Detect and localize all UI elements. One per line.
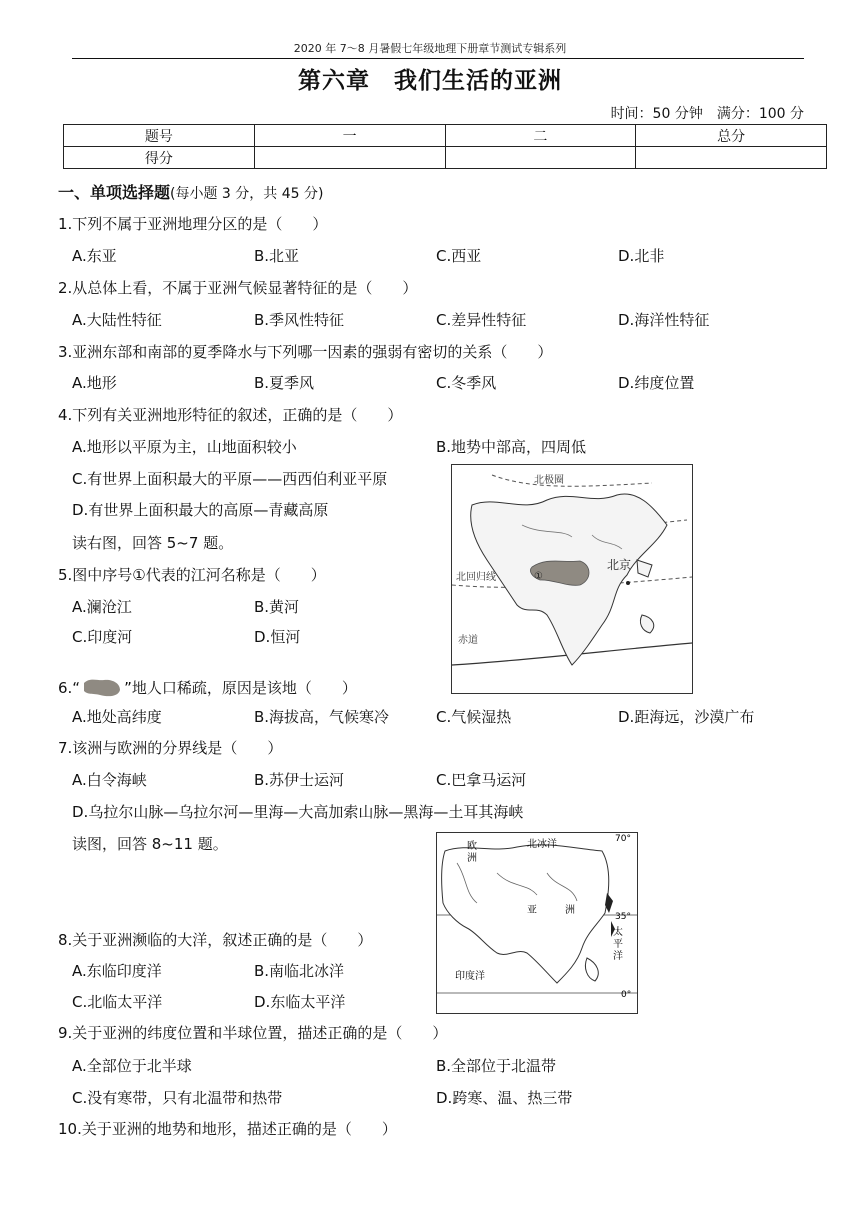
option[interactable]: B.黄河 bbox=[254, 598, 300, 616]
series-header: 2020 年 7～8 月暑假七年级地理下册章节测试专辑系列 bbox=[293, 42, 567, 55]
asia-outline-map bbox=[436, 832, 638, 1014]
time-score-info: 时间：50 分钟 满分：100 分 bbox=[610, 106, 804, 122]
option[interactable]: A.白令海峡 bbox=[72, 771, 147, 789]
page-title: 第六章 我们生活的亚洲 bbox=[298, 67, 562, 94]
option[interactable]: C.印度河 bbox=[72, 628, 133, 646]
equator-label: 赤道 bbox=[458, 635, 478, 646]
question-stem-pre: 6.“ bbox=[58, 679, 81, 697]
asia-relief-map-drawing bbox=[452, 465, 692, 693]
arctic-circle-label: 北极圈 bbox=[534, 475, 564, 486]
option[interactable]: A.地形 bbox=[72, 374, 117, 392]
option[interactable]: B.南临北冰洋 bbox=[254, 962, 345, 980]
asia-relief-map bbox=[451, 464, 693, 694]
indian-ocean-label: 印度洋 bbox=[455, 971, 485, 982]
option[interactable]: A.大陆性特征 bbox=[72, 311, 162, 329]
option[interactable]: C.冬季风 bbox=[436, 374, 497, 392]
plateau-shape-icon bbox=[80, 675, 124, 701]
option[interactable]: B.苏伊士运河 bbox=[254, 771, 345, 789]
asia-label-2: 洲 bbox=[565, 905, 575, 916]
lat-0-label: 0° bbox=[621, 990, 632, 1000]
option[interactable]: C.没有寒带，只有北温带和热带 bbox=[72, 1089, 283, 1107]
option[interactable]: C.差异性特征 bbox=[436, 311, 527, 329]
option[interactable]: D.北非 bbox=[618, 247, 665, 265]
score-cell: 题号 bbox=[64, 125, 255, 147]
score-cell: 一 bbox=[254, 125, 445, 147]
option[interactable]: C.气候湿热 bbox=[436, 708, 512, 726]
tropic-label: 北回归线 bbox=[456, 572, 496, 583]
asia-outline-map-drawing bbox=[437, 833, 637, 1013]
question-stem: 10.关于亚洲的地势和地形，描述正确的是（ ） bbox=[58, 1120, 397, 1138]
option[interactable]: B.海拔高，气候寒冷 bbox=[254, 708, 390, 726]
option[interactable]: B.全部位于北温带 bbox=[436, 1057, 557, 1075]
score-input-cell[interactable] bbox=[636, 147, 827, 169]
section-heading bbox=[58, 180, 323, 203]
question-stem: 9.关于亚洲的纬度位置和半球位置，描述正确的是（ ） bbox=[58, 1024, 448, 1042]
reading-prompt: 读图，回答 8~11 题。 bbox=[72, 835, 228, 853]
option[interactable]: A.东亚 bbox=[72, 247, 117, 265]
europe-label-1: 欧 bbox=[467, 841, 477, 852]
question-stem: 3.亚洲东部和南部的夏季降水与下列哪一因素的强弱有密切的关系（ ） bbox=[58, 343, 553, 361]
question-stem: 1.下列不属于亚洲地理分区的是（ ） bbox=[58, 215, 328, 233]
option[interactable]: A.地形以平原为主，山地面积较小 bbox=[72, 438, 297, 456]
arctic-ocean-label: 北冰洋 bbox=[527, 839, 557, 850]
score-table bbox=[63, 124, 827, 169]
score-input-cell[interactable] bbox=[254, 147, 445, 169]
question-stem: 2.从总体上看，不属于亚洲气候显著特征的是（ ） bbox=[58, 279, 418, 297]
score-cell: 得分 bbox=[64, 147, 255, 169]
section-note: (每小题 3 分，共 45 分) bbox=[170, 186, 324, 202]
option[interactable]: A.全部位于北半球 bbox=[72, 1057, 192, 1075]
reading-prompt: 读右图，回答 5~7 题。 bbox=[72, 534, 234, 552]
pacific-label-3: 洋 bbox=[613, 951, 623, 962]
section-title: 一、单项选择题 bbox=[58, 183, 171, 202]
option[interactable]: D.有世界上面积最大的高原—青藏高原 bbox=[72, 501, 329, 519]
option[interactable]: B.夏季风 bbox=[254, 374, 315, 392]
question-stem: 5.图中序号①代表的江河名称是（ ） bbox=[58, 566, 326, 584]
option[interactable]: C.巴拿马运河 bbox=[436, 771, 527, 789]
question-stem: 8.关于亚洲濒临的大洋，叙述正确的是（ ） bbox=[58, 931, 373, 949]
score-input-cell[interactable] bbox=[445, 147, 636, 169]
option[interactable]: D.跨寒、温、热三带 bbox=[436, 1089, 573, 1107]
option[interactable]: D.纬度位置 bbox=[618, 374, 695, 392]
europe-label-2: 洲 bbox=[467, 853, 477, 864]
asia-label-1: 亚 bbox=[527, 905, 537, 916]
option[interactable]: C.北临太平洋 bbox=[72, 993, 163, 1011]
option[interactable]: D.乌拉尔山脉—乌拉尔河—里海—大高加索山脉—黑海—土耳其海峡 bbox=[72, 803, 524, 821]
option[interactable]: B.季风性特征 bbox=[254, 311, 345, 329]
option[interactable]: D.东临太平洋 bbox=[254, 993, 346, 1011]
header-rule bbox=[72, 58, 804, 59]
river-marker-label: ① bbox=[534, 571, 543, 582]
lat-70-label: 70° bbox=[615, 834, 631, 844]
option[interactable]: D.海洋性特征 bbox=[618, 311, 710, 329]
lat-35-label: 35° bbox=[615, 912, 631, 922]
question-stem: 4.下列有关亚洲地形特征的叙述，正确的是（ ） bbox=[58, 406, 403, 424]
question-stem: 7.该洲与欧洲的分界线是（ ） bbox=[58, 739, 283, 757]
score-table-header-row bbox=[64, 125, 827, 147]
option[interactable]: A.东临印度洋 bbox=[72, 962, 162, 980]
score-cell: 总分 bbox=[636, 125, 827, 147]
option[interactable]: A.澜沧江 bbox=[72, 598, 132, 616]
option[interactable]: B.地势中部高，四周低 bbox=[436, 438, 587, 456]
option[interactable]: D.距海远，沙漠广布 bbox=[618, 708, 755, 726]
option[interactable]: A.地处高纬度 bbox=[72, 708, 162, 726]
option[interactable]: B.北亚 bbox=[254, 247, 300, 265]
beijing-label: 北京 bbox=[607, 558, 632, 572]
question-stem bbox=[58, 675, 357, 701]
option[interactable]: C.西亚 bbox=[436, 247, 482, 265]
pacific-label-1: 太 bbox=[613, 927, 623, 938]
question-stem-post: ”地人口稀疏，原因是该地（ ） bbox=[124, 679, 357, 697]
score-table-score-row bbox=[64, 147, 827, 169]
option[interactable]: C.有世界上面积最大的平原——西西伯利亚平原 bbox=[72, 470, 388, 488]
score-cell: 二 bbox=[445, 125, 636, 147]
pacific-label-2: 平 bbox=[613, 939, 623, 950]
option[interactable]: D.恒河 bbox=[254, 628, 301, 646]
